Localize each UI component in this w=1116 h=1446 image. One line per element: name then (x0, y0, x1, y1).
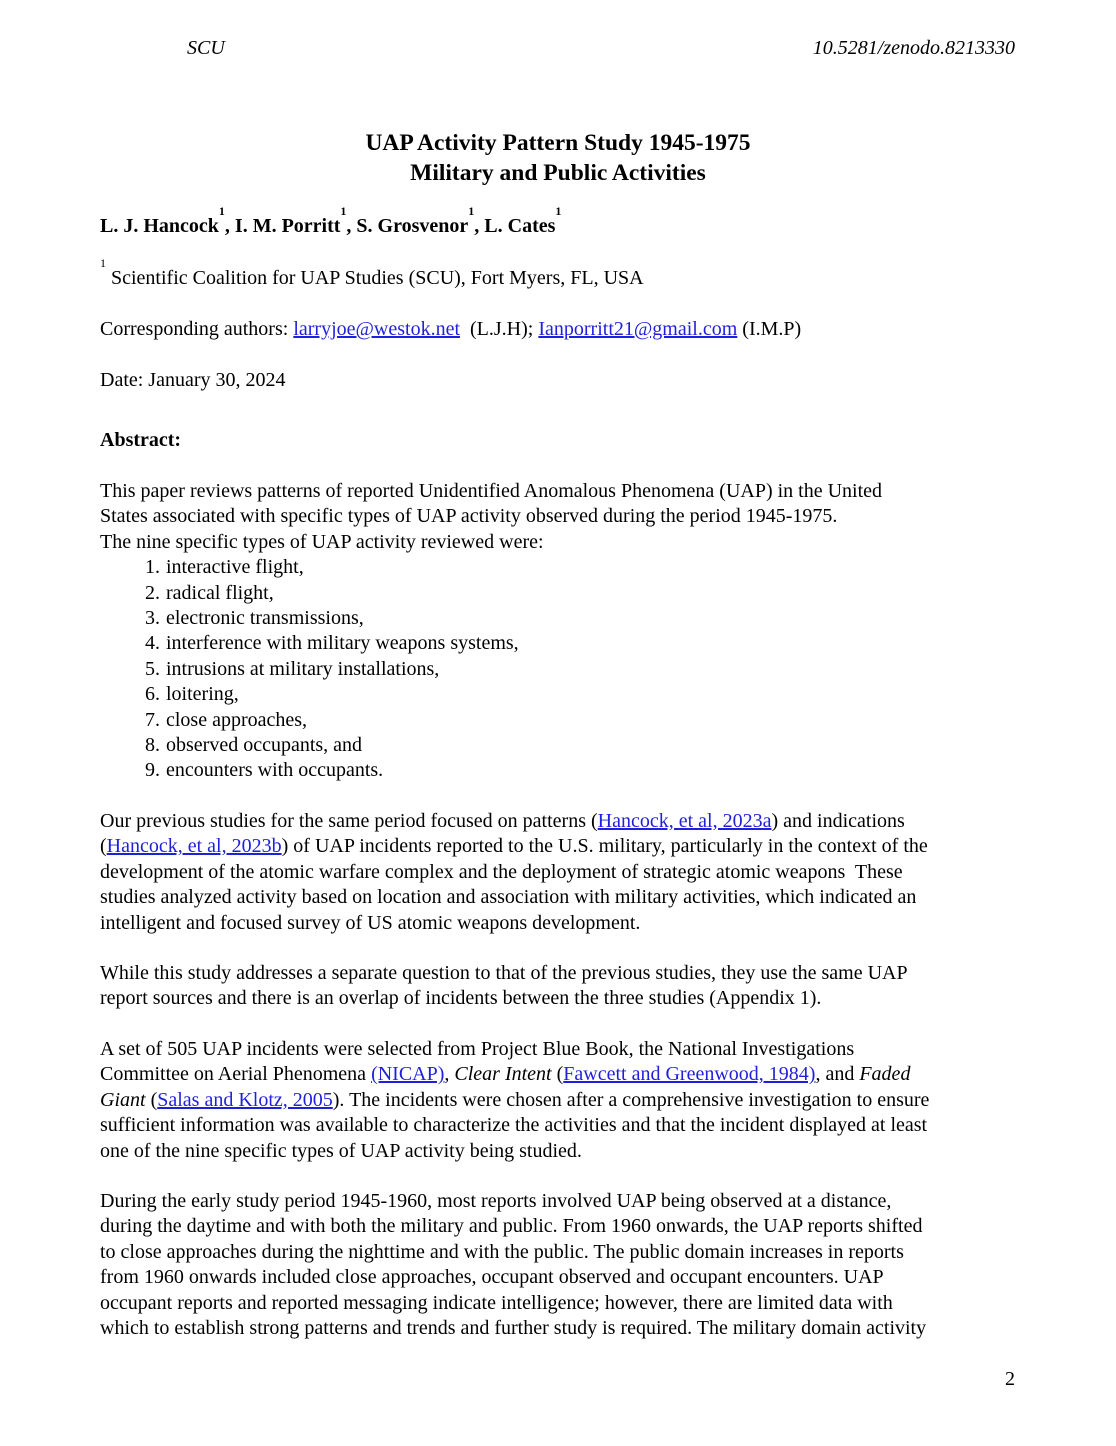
citation-link-fawcett-greenwood[interactable]: Fawcett and Greenwood, 1984) (563, 1063, 816, 1086)
list-number: 4. (145, 632, 160, 655)
text-run: Our previous studies for the same period focused on patterns ( (100, 810, 598, 832)
text-run: ( (551, 1063, 564, 1086)
list-item (100, 631, 1020, 656)
text-line (100, 1088, 1020, 1113)
text-line (100, 834, 1020, 859)
text-run: ) of UAP incidents reported to the U.S. military, particularly in the context of the (281, 835, 928, 858)
text-run: ( (100, 835, 107, 858)
list-item-text: electronic transmissions, (166, 607, 364, 630)
text-line (100, 809, 1020, 834)
text-line: during the daytime and with both the military and public. From 1960 onwards, the UAP reports shifted (100, 1215, 923, 1238)
corresponding-initials-2: (I.M.P) (737, 318, 802, 340)
affiliation-text: Scientific Coalition for UAP Studies (SCU), Fort Myers, FL, USA (106, 267, 644, 289)
citation-link-hancock-2023b[interactable]: Hancock, et al, 2023b (106, 835, 282, 858)
list-item-text: loitering, (166, 683, 239, 706)
text-line: This paper reviews patterns of reported Unidentified Anomalous Phenomena (UAP) in the United (100, 480, 883, 502)
list-item-text: interference with military weapons systems, (166, 632, 519, 655)
text-line: report sources and there is an overlap of incidents between the three studies (Appendix 1). (100, 987, 822, 1010)
list-item-text: radical flight, (166, 581, 274, 604)
list-number: 5. (145, 657, 160, 680)
citation-link-salas-klotz[interactable]: Salas and Klotz, 2005 (157, 1088, 333, 1111)
text-line: A set of 505 UAP incidents were selected from Project Blue Book, the National Investigations (100, 1038, 855, 1060)
list-item-text: observed occupants, and (166, 734, 363, 757)
text-line: from 1960 onwards included close approaches, occupant observed and occupant encounters. UAP (100, 1266, 884, 1289)
list-item (100, 733, 1020, 758)
list-number: 9. (145, 759, 160, 782)
author-affiliation-mark: 1 (468, 204, 475, 218)
text-line: studies analyzed activity based on location and association with military activities, which indicated an (100, 886, 917, 909)
title-line-2: Military and Public Activities (410, 160, 706, 186)
corresponding-initials-1: (L.J.H); (460, 318, 539, 340)
affiliation (100, 256, 1020, 291)
author-name: S. Grosvenor (356, 215, 469, 237)
text-line: intelligent and focused survey of US atomic weapons development. (100, 911, 641, 934)
corresponding-authors (100, 317, 1020, 342)
running-header-left: SCU (187, 37, 225, 59)
author-separator: , (224, 215, 235, 237)
publication-date: Date: January 30, 2024 (100, 369, 286, 391)
list-number: 2. (145, 581, 160, 604)
page-number: 2 (1005, 1368, 1015, 1390)
abstract-paragraph-5 (100, 1189, 1020, 1341)
list-item (100, 682, 1020, 707)
list-number: 3. (145, 607, 160, 630)
text-line: which to establish strong patterns and trends and further study is required. The military domain activity (100, 1317, 927, 1340)
author-list (100, 204, 1020, 239)
text-line: sufficient information was available to characterize the activities and that the incident displayed at least (100, 1114, 928, 1137)
italic-title: Clear Intent (454, 1063, 552, 1086)
text-line: occupant reports and reported messaging indicate intelligence; however, there are limited data with (100, 1291, 893, 1314)
author-affiliation-mark: 1 (555, 204, 562, 218)
text-run: Committee on Aerial Phenomena (100, 1063, 372, 1086)
list-item (100, 708, 1020, 733)
author-separator: , (474, 215, 485, 237)
abstract-paragraph-4 (100, 1037, 1020, 1164)
list-item-text: close approaches, (166, 708, 308, 731)
email-link-porritt[interactable]: Ianporritt21@gmail.com (538, 318, 738, 340)
affiliation-mark: 1 (100, 256, 106, 270)
corresponding-label: Corresponding authors: (100, 318, 294, 340)
author-name: L. Cates (484, 215, 556, 237)
abstract-paragraph-3 (100, 961, 1020, 1012)
list-item-text: intrusions at military installations, (166, 657, 440, 680)
text-run: ) and indications (771, 810, 905, 832)
text-line: While this study addresses a separate question to that of the previous studies, they use the same UAP (100, 962, 908, 984)
text-line: The nine specific types of UAP activity reviewed were: (100, 530, 544, 553)
running-header-doi: 10.5281/zenodo.8213330 (812, 37, 1015, 59)
list-item (100, 758, 1020, 783)
text-line: During the early study period 1945-1960, most reports involved UAP being observed at a distance, (100, 1190, 892, 1212)
italic-title: Giant (100, 1088, 146, 1111)
list-number: 8. (145, 734, 160, 757)
author-name: L. J. Hancock (100, 215, 219, 237)
text-run: , and (815, 1063, 860, 1086)
activity-type-list (100, 555, 1020, 784)
author-separator: , (346, 215, 357, 237)
title-line-1: UAP Activity Pattern Study 1945-1975 (365, 130, 751, 156)
text-run: ( (145, 1088, 158, 1111)
list-item-text: encounters with occupants. (166, 759, 384, 782)
list-number: 1. (145, 556, 160, 579)
text-line: States associated with specific types of UAP activity observed during the period 1945-1975. (100, 505, 838, 528)
list-item-text: interactive flight, (166, 556, 304, 579)
abstract-paragraph-2 (100, 809, 1020, 936)
text-run: , (444, 1063, 455, 1086)
text-line (100, 1062, 1020, 1087)
italic-title: Faded (859, 1063, 911, 1086)
text-line: one of the nine specific types of UAP activity being studied. (100, 1139, 582, 1162)
list-item (100, 657, 1020, 682)
text-run: ). The incidents were chosen after a comprehensive investigation to ensure (332, 1088, 930, 1111)
abstract-paragraph-1 (100, 479, 1020, 784)
author-affiliation-mark: 1 (218, 204, 225, 218)
citation-link-nicap[interactable]: (NICAP) (371, 1063, 445, 1086)
abstract-heading: Abstract: (100, 429, 182, 451)
author-name: I. M. Porritt (234, 215, 341, 237)
email-link-hancock[interactable]: larryjoe@westok.net (293, 318, 461, 340)
citation-link-hancock-2023a[interactable]: Hancock, et al, 2023a (597, 810, 772, 832)
author-affiliation-mark: 1 (340, 204, 347, 218)
list-number: 6. (145, 683, 160, 706)
list-item (100, 606, 1020, 631)
list-number: 7. (145, 708, 160, 731)
paper-title (0, 128, 1116, 188)
list-item (100, 581, 1020, 606)
text-line: development of the atomic warfare complex and the deployment of strategic atomic weapons These (100, 860, 903, 883)
list-item (100, 555, 1020, 580)
text-line: to close approaches during the nighttime and with the public. The public domain increases in reports (100, 1240, 904, 1263)
